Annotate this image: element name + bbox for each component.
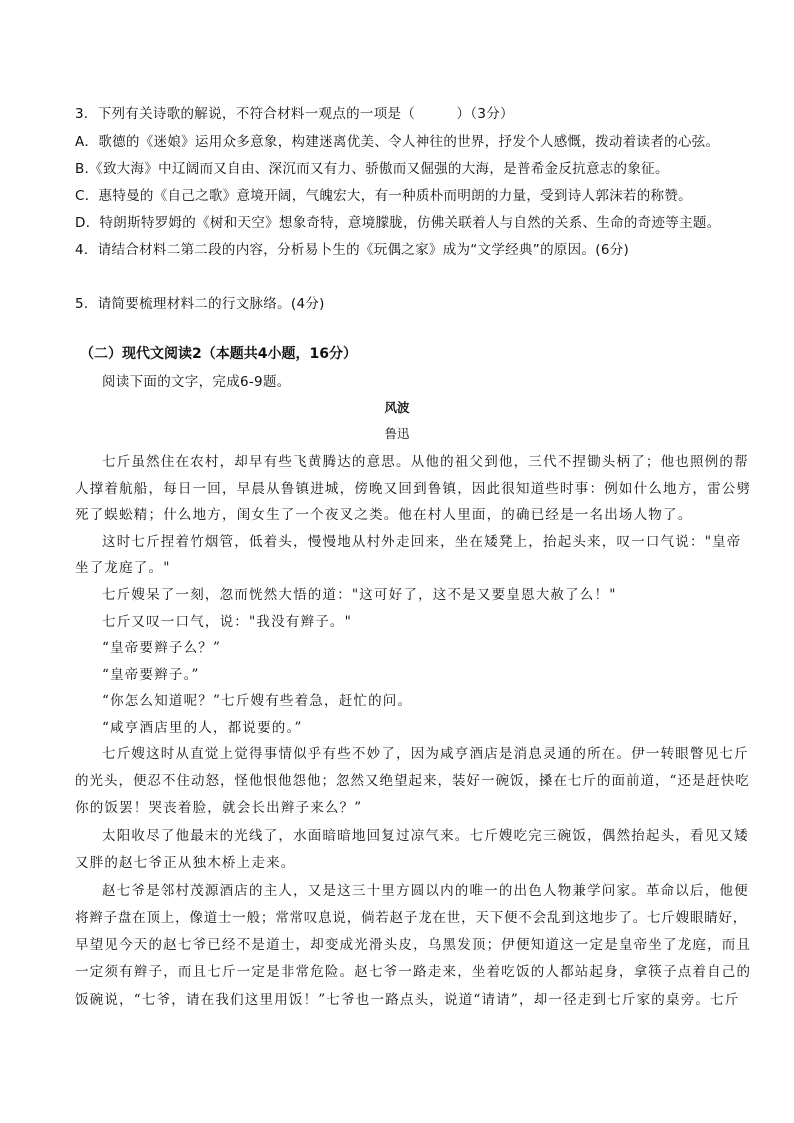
story-line: 你的饭罢！哭丧着脸，就会长出辫子来么？”: [75, 800, 363, 816]
story-line: 又胖的赵七爷正从独木桥上走来。: [75, 855, 296, 871]
story-line: 这时七斤捏着竹烟管，低着头，慢慢地从村外走回来，坐在矮凳上，抬起头来，叹一口气说："皇帝: [102, 534, 742, 550]
section-heading: （二）现代文阅读2（本题共4小题，16分）: [80, 346, 357, 362]
story-line: 七斤又叹一口气，说："我没有辫子。": [102, 614, 353, 630]
story-line: “皇帝要辫子么？”: [102, 640, 222, 656]
story-line: “你怎么知道呢？”七斤嫂有些着急，赶忙的问。: [102, 693, 413, 709]
option-b: B.《致大海》中辽阔而又自由、深沉而又有力、骄傲而又倔强的大海，是普希金反抗意志的象征。: [75, 161, 669, 177]
story-line: 七斤嫂这时从直觉上觉得事情似乎有些不妙了，因为咸亨酒店是消息灵通的所在。伊一转眼瞥见七斤: [102, 746, 749, 762]
story-line: 七斤嫂呆了一刻，忽而恍然大悟的道："这可好了，这不是又要皇恩大赦了么！": [102, 587, 617, 603]
story-line: 的光头，便忍不住动怒，怪他恨他怨他；忽然又绝望起来，装好一碗饭，搡在七斤的面前道，“还是赶快吃: [75, 773, 750, 789]
story-line: 死了蜈蚣精；什么地方，闺女生了一个夜叉之类。他在村人里面，的确已经是一名出场人物了。: [75, 507, 693, 523]
question-4: 4．请结合材料二第二段的内容，分析易卜生的《玩偶之家》成为“文学经典”的原因。(6分): [75, 242, 630, 258]
option-d: D．特朗斯特罗姆的《树和天空》想象奇特，意境朦胧，仿佛关联着人与自然的关系、生命的奇迹等主题。: [75, 215, 721, 231]
story-line: 赵七爷是邻村茂源酒店的主人，又是这三十里方圆以内的唯一的出色人物兼学问家。革命以后，他便: [102, 883, 749, 899]
story-line: “皇帝要辫子。”: [102, 667, 200, 683]
story-line: 一定须有辫子，而且七斤一定是非常危险。赵七爷一路走来，坐着吃饭的人都站起身，拿筷子点着自己的: [75, 964, 752, 980]
story-author: 鲁迅: [384, 426, 410, 441]
story-line: 七斤虽然住在农村，却早有些飞黄腾达的意思。从他的祖父到他，三代不捏锄头柄了；他也照例的帮: [102, 454, 749, 470]
question-3: 3．下列有关诗歌的解说，不符合材料一观点的一项是（ ）（3分）: [75, 106, 514, 122]
story-line: 坐了龙庭了。": [75, 560, 171, 576]
question-5: 5．请简要梳理材料二的行文脉络。(4分): [75, 296, 325, 312]
story-title: 风波: [384, 400, 410, 415]
story-line: 早望见今天的赵七爷已经不是道士，却变成光滑头皮，乌黑发顶；伊便知道这一定是皇帝坐了龙庭，而且: [75, 937, 752, 953]
story-line: 太阳收尽了他最末的光线了，水面暗暗地回复过凉气来。七斤嫂吃完三碗饭，偶然抬起头，看见又矮: [102, 828, 749, 844]
option-c: C．惠特曼的《自己之歌》意境开阔，气魄宏大，有一种质朴而明朗的力量，受到诗人郭沫若的称赞。: [75, 188, 692, 204]
story-line: 将辫子盘在顶上，像道士一般；常常叹息说，倘若赵子龙在世，天下便不会乱到这地步了。七斤嫂眼睛好，: [75, 910, 748, 926]
option-a: A．歌德的《迷娘》运用众多意象，构建迷离优美、令人神往的世界，抒发个人感慨，拨动着读者的心弦。: [75, 134, 720, 150]
story-line: “咸亨酒店里的人，都说要的。”: [102, 720, 303, 736]
story-line: 人撑着航船，每日一回，早晨从鲁镇进城，傍晚又回到鲁镇，因此很知道些时事：例如什么地方，雷公劈: [75, 481, 752, 497]
section-instruction: 阅读下面的文字，完成6-9题。: [102, 374, 291, 390]
story-line: 饭碗说，“七爷，请在我们这里用饭！”七爷也一路点头，说道“请请”，却一径走到七斤家的桌旁。七斤: [75, 992, 740, 1008]
